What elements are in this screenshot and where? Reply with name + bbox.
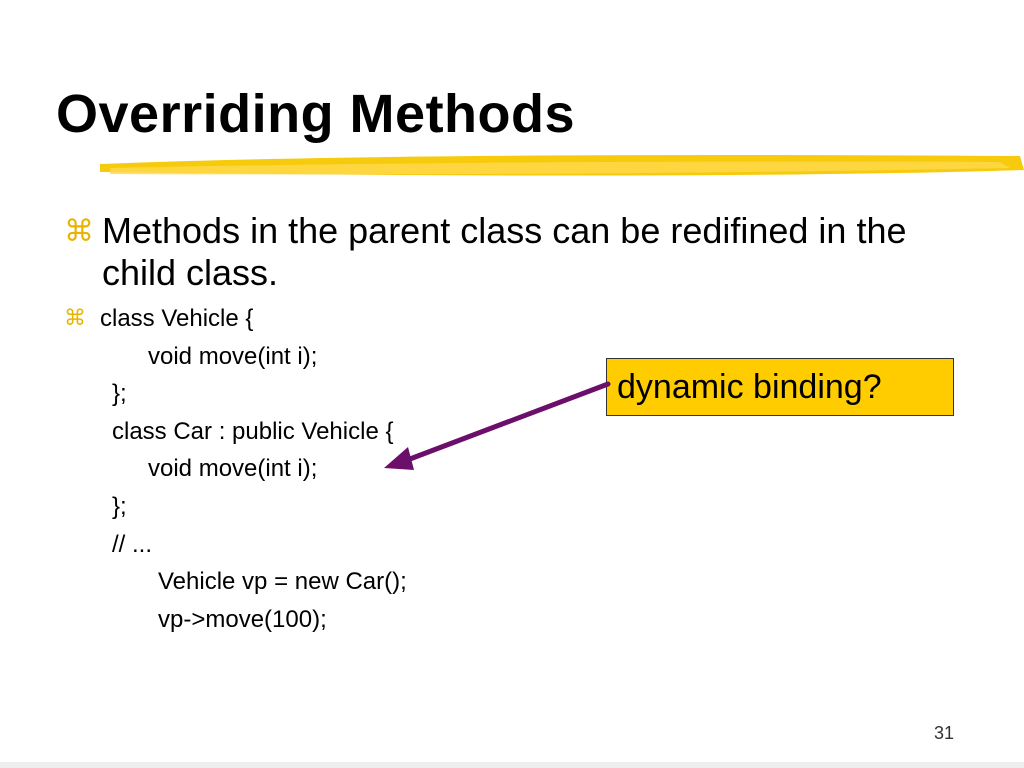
title-underline [100, 150, 1024, 190]
code-line: class Car : public Vehicle { [112, 418, 394, 445]
code-line: }; [112, 380, 127, 407]
code-line: void move(int i); [148, 343, 318, 370]
bottom-divider [0, 762, 1024, 768]
code-line: void move(int i); [148, 455, 318, 482]
dynamic-binding-callout: dynamic binding? [606, 358, 954, 416]
command-key-icon: ⌘ [64, 214, 94, 249]
command-key-icon: ⌘ [64, 306, 86, 331]
code-line: vp->move(100); [158, 606, 327, 633]
code-line: class Vehicle { [100, 305, 254, 332]
page-number: 31 [934, 723, 955, 743]
slide-title: Overriding Methods [56, 84, 576, 144]
code-line: }; [112, 493, 127, 520]
code-line: // ... [112, 531, 153, 558]
code-line: Vehicle vp = new Car(); [158, 568, 407, 595]
bullet-text: Methods in the parent class can be redifined in the child class. [102, 210, 907, 293]
